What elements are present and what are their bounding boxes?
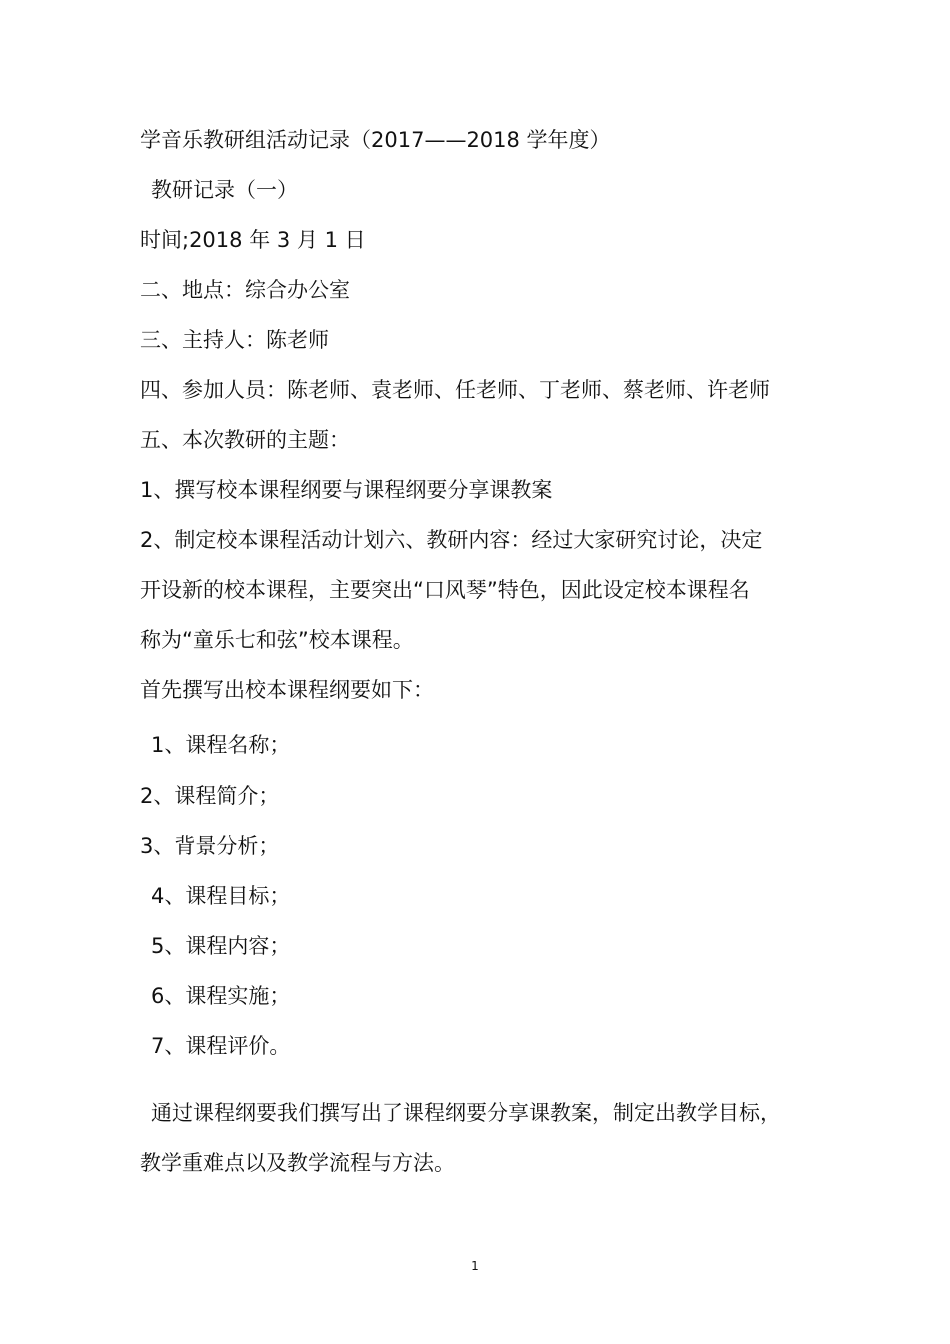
list-item: 7、课程评价。: [151, 1034, 291, 1058]
text-line: 通过课程纲要我们撰写出了课程纲要分享课教案，制定出教学目标，: [151, 1101, 781, 1125]
list-item: 5、课程内容；: [151, 934, 291, 958]
text-line: 时间;2018 年 3 月 1 日: [140, 228, 366, 252]
text-line: 二、地点：综合办公室: [140, 278, 350, 302]
list-item: 1、课程名称；: [151, 733, 291, 757]
text-line: 教学重难点以及教学流程与方法。: [140, 1151, 455, 1175]
text-line: 四、参加人员：陈老师、袁老师、任老师、丁老师、蔡老师、许老师: [140, 378, 770, 402]
text-line: 开设新的校本课程，主要突出“口风琴”特色，因此设定校本课程名: [140, 578, 750, 602]
list-item: 4、课程目标；: [151, 884, 291, 908]
text-line: 首先撰写出校本课程纲要如下：: [140, 678, 434, 702]
list-item: 3、背景分析；: [140, 834, 280, 858]
text-line: 三、主持人：陈老师: [140, 328, 329, 352]
section-heading: 教研记录（一）: [151, 178, 298, 202]
text-line: 2、制定校本课程活动计划六、教研内容：经过大家研究讨论，决定: [140, 528, 763, 552]
list-item: 2、课程简介；: [140, 784, 280, 808]
text-line: 称为“童乐七和弦”校本课程。: [140, 628, 414, 652]
text-line: 1、撰写校本课程纲要与课程纲要分享课教案: [140, 478, 553, 502]
page-number: 1: [471, 1259, 479, 1273]
document-title: 学音乐教研组活动记录（2017——2018 学年度）: [140, 128, 611, 152]
text-line: 五、本次教研的主题：: [140, 428, 350, 452]
list-item: 6、课程实施；: [151, 984, 291, 1008]
